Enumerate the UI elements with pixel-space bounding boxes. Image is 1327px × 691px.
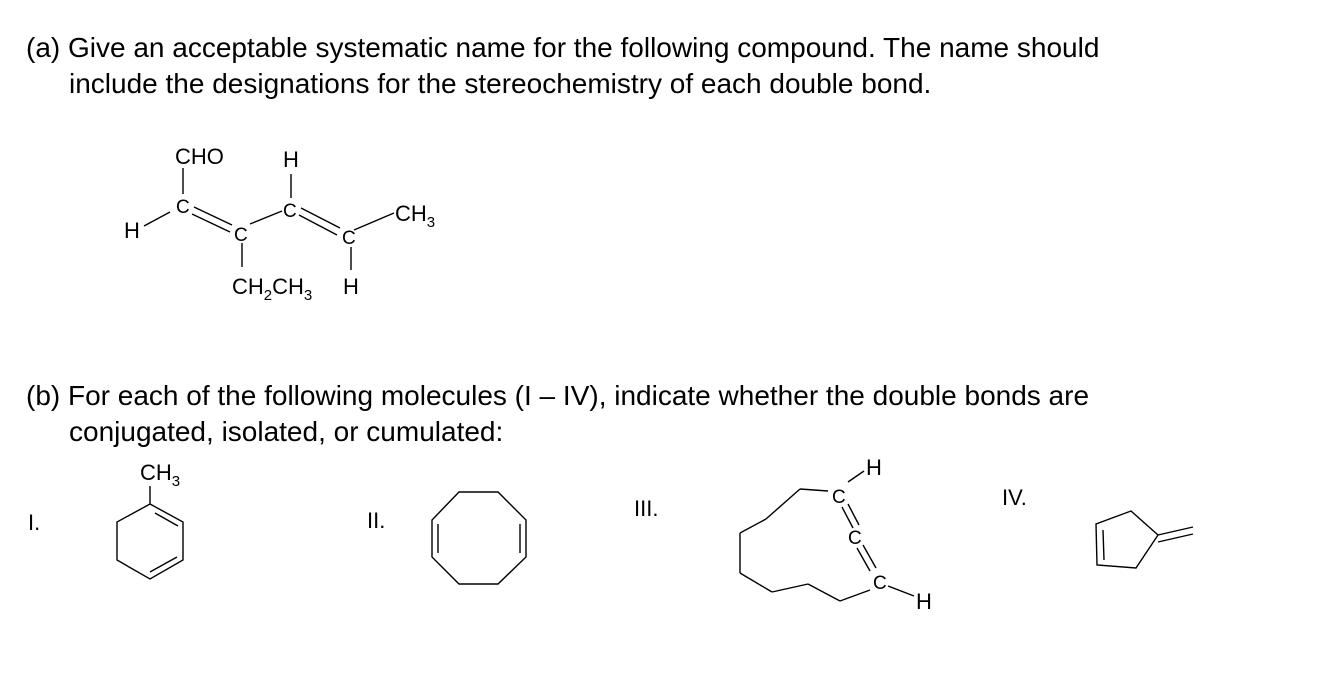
question-b-line1: (b) For each of the following molecules (I – IV), indicate whether the double bonds are bbox=[26, 380, 1090, 411]
molecule-a-labels bbox=[124, 144, 435, 304]
molecule-ii-structure bbox=[432, 492, 526, 584]
hydrogen-left: H bbox=[124, 218, 140, 243]
label-molecule-iii: III. bbox=[634, 496, 659, 521]
question-a-line2: include the designations for the stereochemistry of each double bond. bbox=[69, 68, 932, 99]
label-molecule-i: I. bbox=[28, 510, 41, 535]
question-b-line2: conjugated, isolated, or cumulated: bbox=[69, 416, 504, 447]
allene-c1: C bbox=[832, 487, 846, 508]
methyl-group: $CH_3$ bbox=[395, 201, 436, 231]
allene-c2: C bbox=[848, 528, 862, 549]
hydrogen-bottom: H bbox=[343, 274, 359, 299]
hydrogen-top: H bbox=[283, 147, 299, 172]
atom-c2: C bbox=[234, 225, 248, 246]
ethyl-group: $CH_2CH_3$ bbox=[232, 274, 313, 304]
label-molecule-iv: IV. bbox=[1002, 485, 1027, 510]
allene-c3: C bbox=[873, 573, 887, 594]
molecule-i-structure bbox=[117, 486, 183, 579]
allene-h-bottom: H bbox=[916, 589, 932, 614]
atom-c4: C bbox=[342, 228, 356, 249]
atom-c1: C bbox=[176, 197, 190, 218]
aldehyde-group: CHO bbox=[175, 144, 224, 169]
molecule-a-structure bbox=[144, 168, 394, 270]
allene-h-top: H bbox=[866, 455, 882, 480]
label-molecule-ii: II. bbox=[367, 508, 386, 533]
atom-c3: C bbox=[283, 201, 297, 222]
molecule-iii-labels bbox=[832, 455, 932, 614]
molecule-iv-structure bbox=[1096, 511, 1193, 568]
question-a-line1: (a) Give an acceptable systematic name for the following compound. The name should bbox=[26, 32, 1100, 63]
methyl-substituent: $CH_3$ bbox=[140, 460, 181, 490]
molecule-iii-structure bbox=[740, 471, 914, 601]
